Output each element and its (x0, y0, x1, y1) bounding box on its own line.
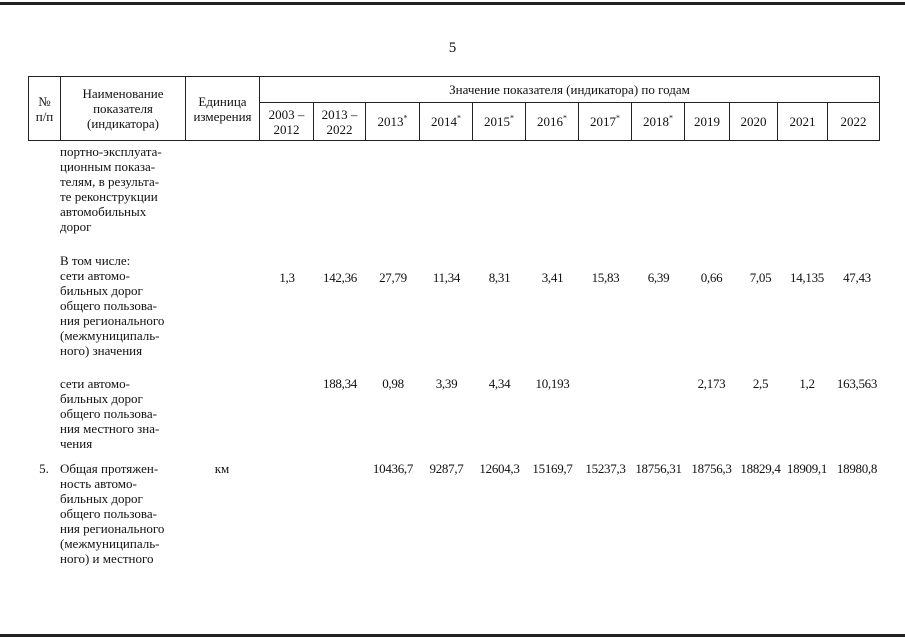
year-label: 2020 (740, 114, 767, 129)
year-label: 2022 (840, 114, 867, 129)
header-name-label: Наименование показателя (индикатора) (82, 86, 164, 131)
year-label: 2013 (377, 114, 404, 129)
row-value: 1,2 (799, 376, 815, 391)
row-value: 47,43 (843, 270, 871, 285)
row-name: сети автомо- бильных дорог общего пользова- ния местного зна- чения (60, 376, 160, 451)
row-no: 5. (39, 461, 49, 476)
row-value: 27,79 (379, 270, 407, 285)
row-value: 2,173 (697, 376, 726, 391)
header-unit-label: Единица измерения (193, 93, 252, 124)
year-label: 2013 – 2022 (321, 106, 358, 137)
page-number: 5 (448, 40, 457, 56)
row-value: 10436,7 (372, 461, 414, 476)
year-label: 2017 (590, 114, 616, 129)
row-unit: км (214, 461, 230, 476)
row-value: 9287,7 (429, 461, 464, 476)
year-label: 2018 (643, 114, 669, 129)
row-value: 6,39 (647, 270, 670, 285)
year-mark: * (669, 113, 673, 123)
row-value: 11,34 (432, 270, 461, 285)
row-value: 18829,4 (740, 461, 781, 476)
row-value: 18980,8 (836, 461, 878, 476)
row-value: 0,66 (700, 270, 723, 285)
year-mark: * (457, 113, 461, 123)
row-value: 18909,1 (786, 461, 828, 476)
row-name: Общая протяжен- ность автомо- бильных дорог общего пользова- ния регионального (межмуниципаль- ного) и местного (60, 461, 165, 566)
row-value: 0,98 (382, 376, 404, 391)
row-value: 3,39 (435, 376, 458, 391)
row-value: 12604,3 (479, 461, 520, 476)
header-no-label: № п/п (35, 93, 54, 124)
year-label: 2014 (431, 114, 457, 129)
year-mark: * (616, 113, 620, 123)
row-value: 18756,31 (635, 461, 682, 476)
row-value: 142,36 (323, 270, 357, 285)
row-value: 3,41 (541, 270, 564, 285)
row-value: 10,193 (535, 376, 570, 391)
row-value: 8,31 (488, 270, 511, 285)
row-value: 15169,7 (532, 461, 573, 476)
year-mark: * (563, 113, 567, 123)
row-value: 15237,3 (585, 461, 626, 476)
row-value: 188,34 (323, 376, 357, 391)
year-label: 2021 (789, 114, 816, 129)
bottom-page-rule (0, 634, 905, 637)
row-value: 18756,3 (691, 461, 732, 476)
year-label: 2003 – 2012 (268, 106, 305, 137)
year-mark: * (403, 113, 408, 123)
row-value: 4,34 (488, 376, 511, 391)
year-label: 2016 (537, 114, 563, 129)
year-label: 2015 (484, 114, 510, 129)
row-value: 14,135 (790, 270, 824, 285)
row-name: портно-эксплуата- ционным показа- телям, в результа- те реконструкции автомобильных дорог (60, 144, 162, 234)
row-value: 2,5 (752, 376, 769, 391)
row-value: 15,83 (591, 270, 620, 285)
row-value: 163,563 (836, 376, 878, 391)
row-value: 7,05 (749, 270, 772, 285)
row-value: 1,3 (279, 270, 295, 285)
year-mark: * (510, 113, 514, 123)
row-name: В том числе: сети автомо- бильных дорог общего пользова- ния регионального (межмуниципаль- ного) значения (60, 253, 165, 358)
header-values-group-label: Значение показателя (индикатора) по годам (449, 82, 690, 97)
year-label: 2019 (694, 114, 720, 129)
